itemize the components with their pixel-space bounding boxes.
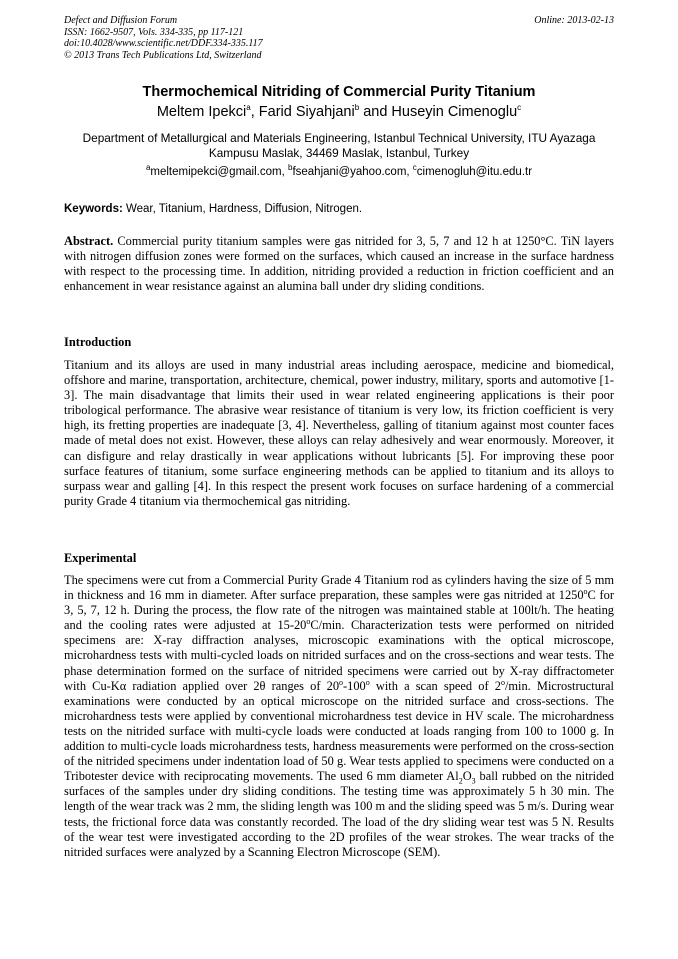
author-list	[0, 104, 678, 120]
body-text: -100	[343, 678, 366, 693]
experimental-heading: Experimental	[64, 551, 137, 565]
body-text: /min. Microstructural examinations were conducted by an optical microscope on the nitrided surface and cross-sections. The microhardness tests were applied by conventional microhardness test device in HV scale. The microhardness tests on the nitrided surface with multi-cycle loads were conducted at loads ranging from 100 to 1000 g. In addition to multi-cycle loads microhardness tests, hardness measurements were performed on the cross-section of the nitrided specimens under indentation load of 50 g. Wear tests applied to specimens were conducted on a Tribotester device with reciprocating movements. The used 6 mm diameter Al	[64, 678, 614, 784]
body-text: ball rubbed on the nitrided surfaces of the samples under dry sliding conditions. The testing time was approximately 5 h 30 min. The length of the wear track was 2 mm, the sliding length was 100 m and the sliding speed was 5 m/s. During wear tests, the frictional force data was constantly recorded. The load of the dry sliding wear test was 5 N. Results of the wear test were investigated according to the 2D profiles of the wear strokes. The wear tracks of the nitrided surfaces were analyzed by a Scanning Electron Microscope (SEM).	[64, 769, 614, 859]
degree-mark: o	[339, 677, 344, 687]
author-separator: and	[359, 104, 392, 120]
abstract	[64, 234, 614, 294]
introduction-heading: Introduction	[64, 335, 132, 349]
body-text: O	[462, 769, 472, 784]
abstract-label: Abstract.	[64, 234, 114, 248]
issn-line: ISSN: 1662-9507, Vols. 334-335, pp 117-121	[64, 26, 244, 38]
author-separator: ,	[250, 104, 259, 120]
email-address: fseahjani@yahoo.com,	[292, 166, 413, 178]
email-mark: a	[145, 163, 151, 173]
degree-mark: o	[306, 617, 311, 627]
email-list	[0, 163, 678, 178]
email-address: meltemipekci@gmail.com,	[150, 166, 288, 178]
abstract-text: Commercial purity titanium samples were gas nitrided for 3, 5, 7 and 12 h at 1250°C. TiN layers with nitrogen diffusion zones were formed on the surfaces, which caused an increase in the surface hardness with respect to the processing time. In addition, nitriding provided a reduction in friction coefficient and an enhancement in wear resistance against an alumina ball under dry sliding conditions.	[64, 234, 614, 294]
copyright-line: © 2013 Trans Tech Publications Ltd, Switzerland	[64, 49, 262, 61]
body-text: C for 3, 5, 7, 12 h. During the process, the flow rate of the nitrogen was maintained stable at 100lt/h. The heating and the cooling rates were adjusted at 15-20	[64, 588, 614, 633]
degree-mark: o	[500, 677, 505, 687]
affiliation: Department of Metallurgical and Materials Engineering, Istanbul Technical University, ITU Ayazaga Kampusu Maslak, 34469 Maslak, Istanbul, Turkey	[82, 131, 596, 160]
degree-mark: o	[583, 586, 588, 596]
keywords-label: Keywords:	[64, 203, 123, 215]
keywords	[64, 203, 614, 215]
keywords-text: Wear, Titanium, Hardness, Diffusion, Nitrogen.	[122, 203, 363, 215]
affiliation-mark: c	[517, 103, 522, 113]
email-address: cimenogluh@itu.edu.tr	[416, 166, 533, 178]
doi-line: doi:10.4028/www.scientific.net/DDF.334-335.117	[64, 38, 263, 49]
affiliation-mark: a	[246, 103, 251, 113]
body-text: The specimens were cut from a Commercial Purity Grade 4 Titanium rod as cylinders having the size of 5 mm in thickness and 16 mm in diameter. After surface preparation, these samples were gas nitrided at 1250	[64, 573, 614, 603]
introduction-text: Titanium and its alloys are used in many industrial areas including aerospace, medicine and biomedical, offshore and marine, transportation, architecture, chemical, power industry, military, sports and automotive [1-3]. The main disadvantage that limits their used in wear related engineering applications is their poor tribological performance. The abrasive wear resistance of titanium is very low, its friction coefficient is very high, its fretting properties are inadequate [3, 4]. Nevertheless, galling of titanium against most counter faces made of metal does not exist. However, these alloys can relay adhesively and wear enormously. Moreover, it can disfigure and relay drastically in wear applications without lubricants [5]. For improving these poor surface features of titanium, some surface engineering methods can be applied to titanium and its alloys to surpass wear and galling [4]. In this respect the present work focuses on surface hardening of a commercial purity Grade 4 titanium via thermochemical gas nitriding.	[64, 358, 614, 508]
journal-header	[64, 15, 624, 61]
paper-title: Thermochemical Nitriding of Commercial Purity Titanium	[142, 84, 536, 100]
experimental-text	[64, 573, 614, 860]
author-name: Huseyin Cimenoglu	[391, 104, 518, 120]
affiliation-mark: b	[354, 103, 360, 113]
degree-mark: o	[365, 677, 370, 687]
subscript: 3	[471, 776, 476, 786]
email-mark: b	[287, 163, 293, 173]
subscript: 2	[458, 776, 463, 786]
body-text: C/min. Characterization tests were performed on nitrided specimens are: X-ray diffraction analyses, microscopic examinations with the optical microscope, microhardness tests with multi-cycled loads on nitrided surfaces and on the cross-sections and wear tests. The phase determination formed on the surface of nitrided specimens were carried out by X-ray diffractometer with Cu-Kα radiation applied over 2θ ranges of 20	[64, 618, 614, 693]
author-name: Farid Siyahjani	[258, 104, 355, 120]
body-text: with a scan speed of 2	[369, 678, 501, 693]
email-mark: c	[412, 163, 417, 173]
journal-name: Defect and Diffusion Forum	[64, 15, 178, 26]
online-date: Online: 2013-02-13	[534, 15, 614, 26]
author-name: Meltem Ipekci	[156, 104, 247, 120]
